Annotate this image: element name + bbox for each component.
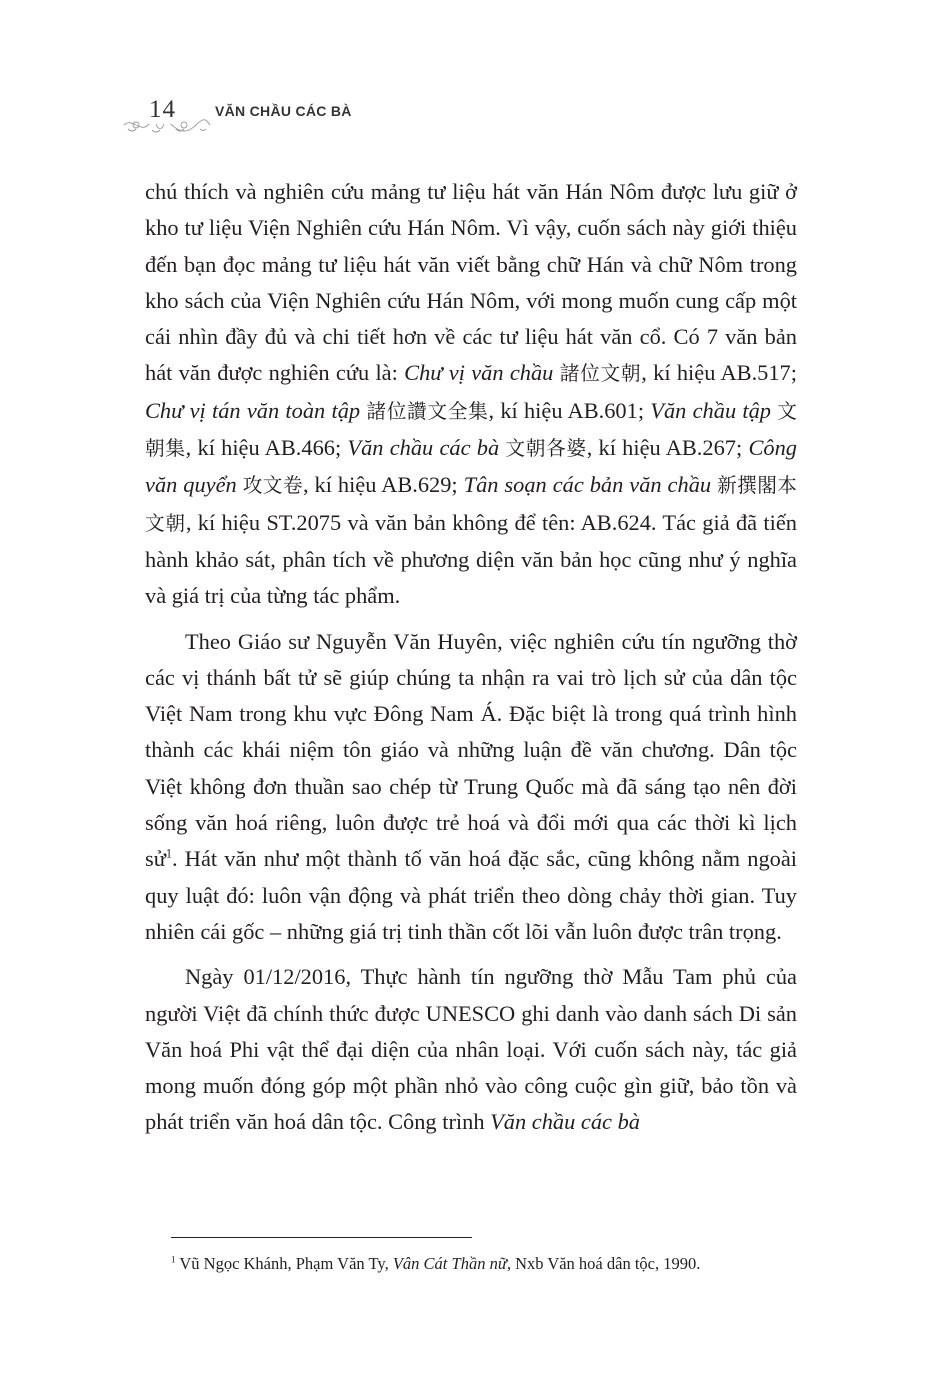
han-nom-characters: 文朝各婆 <box>505 437 587 461</box>
footnote-marker: 1 <box>165 846 173 861</box>
text-run: Vũ Ngọc Khánh, Phạm Văn Ty, <box>175 1254 393 1273</box>
text-run: Theo Giáo sư Nguyễn Văn Huyên, việc nghiên cứu tín ngưỡng thờ các vị thánh bất tử sẽ giúp chúng ta nhận ra vai trò lịch sử của dân tộc Việt Nam trong khu vực Đông Nam Á. Đặc biệt là trong quá trình hình thành các khái niệm tôn giáo và những luận đề văn chương. Dân tộc Việt không đơn thuần sao chép từ Trung Quốc mà đã sáng tạo nên đời sống văn hoá riêng, luôn được trẻ hoá và đổi mới qua các thời kì lịch sử <box>145 628 797 872</box>
footnote <box>171 1253 801 1275</box>
text-run: , kí hiệu AB.267; <box>586 435 749 461</box>
text-run: , kí hiệu ST.2075 và văn bản không để tên: AB.624. Tác giả đã tiến hành khảo sát, phân tích về phương diện văn bản học cũng như ý nghĩa và giá trị của từng tác phẩm. <box>145 509 797 609</box>
text-run: Ngày 01/12/2016, Thực hành tín ngưỡng thờ Mẫu Tam phủ của người Việt đã chính thức được UNESCO ghi danh vào danh sách Di sản Văn hoá Phi vật thể đại diện của nhân loại. Với cuốn sách này, tác giả mong muốn đóng góp một phần nhỏ vào công cuộc gìn giữ, bảo tồn và phát triển văn hoá dân tộc. Công trình <box>145 964 797 1135</box>
italic-title: Văn chầu tập <box>650 397 771 423</box>
footnote-marker: 1 <box>171 1254 176 1265</box>
text-run: , kí hiệu AB.517; <box>641 360 797 386</box>
footnote-divider <box>171 1237 472 1238</box>
italic-title: Văn chầu các bà <box>347 435 500 461</box>
italic-title: Chư vị văn chầu <box>404 360 554 386</box>
text-run: , kí hiệu AB.629; <box>302 472 464 498</box>
text-run: . Hát văn như một thành tố văn hoá đặc sắc, cũng không nằm ngoài quy luật đó: luôn vận động và phát triển theo dòng chảy thời gian. Tuy nhiên cái gốc – những giá trị tinh thần cốt lõi vẫn luôn được trân trọng. <box>145 846 797 944</box>
text-run: , Nxb Văn hoá dân tộc, 1990. <box>506 1254 701 1273</box>
italic-title: Văn chầu các bà <box>490 1109 640 1135</box>
han-nom-characters: 文朝集 <box>145 399 797 461</box>
paragraph <box>145 624 797 951</box>
paragraph <box>145 959 797 1140</box>
italic-title: Chư vị tán văn toàn tập <box>145 397 361 423</box>
text-run: , kí hiệu AB.466; <box>185 435 348 461</box>
italic-title: Vân Cát Thần nữ <box>392 1254 507 1273</box>
paragraph <box>145 174 797 615</box>
text-run: chú thích và nghiên cứu mảng tư liệu hát văn Hán Nôm được lưu giữ ở kho tư liệu Viện Nghiên cứu Hán Nôm. Vì vậy, cuốn sách này giới thiệu đến bạn đọc mảng tư liệu hát văn viết bằng chữ Hán và chữ Nôm trong kho sách của Viện Nghiên cứu Hán Nôm, với mong muốn cung cấp một cái nhìn đầy đủ và chi tiết hơn về các tư liệu hát văn cổ. Có 7 văn bản hát văn được nghiên cứu là: <box>145 179 797 386</box>
han-nom-characters: 諸位文朝 <box>559 362 642 386</box>
han-nom-characters: 諸位讚文全集 <box>366 399 489 423</box>
page-number: 14 <box>146 96 179 124</box>
running-title: VĂN CHẦU CÁC BÀ <box>215 103 352 119</box>
italic-title: Tân soạn các bản văn chầu <box>463 472 712 498</box>
han-nom-characters: 攻文卷 <box>242 474 303 498</box>
body-text <box>145 174 797 1141</box>
italic-title: Công văn quyển <box>145 435 797 498</box>
han-nom-characters: 新撰閣本文朝 <box>145 474 797 535</box>
text-run: , kí hiệu AB.601; <box>488 397 651 423</box>
